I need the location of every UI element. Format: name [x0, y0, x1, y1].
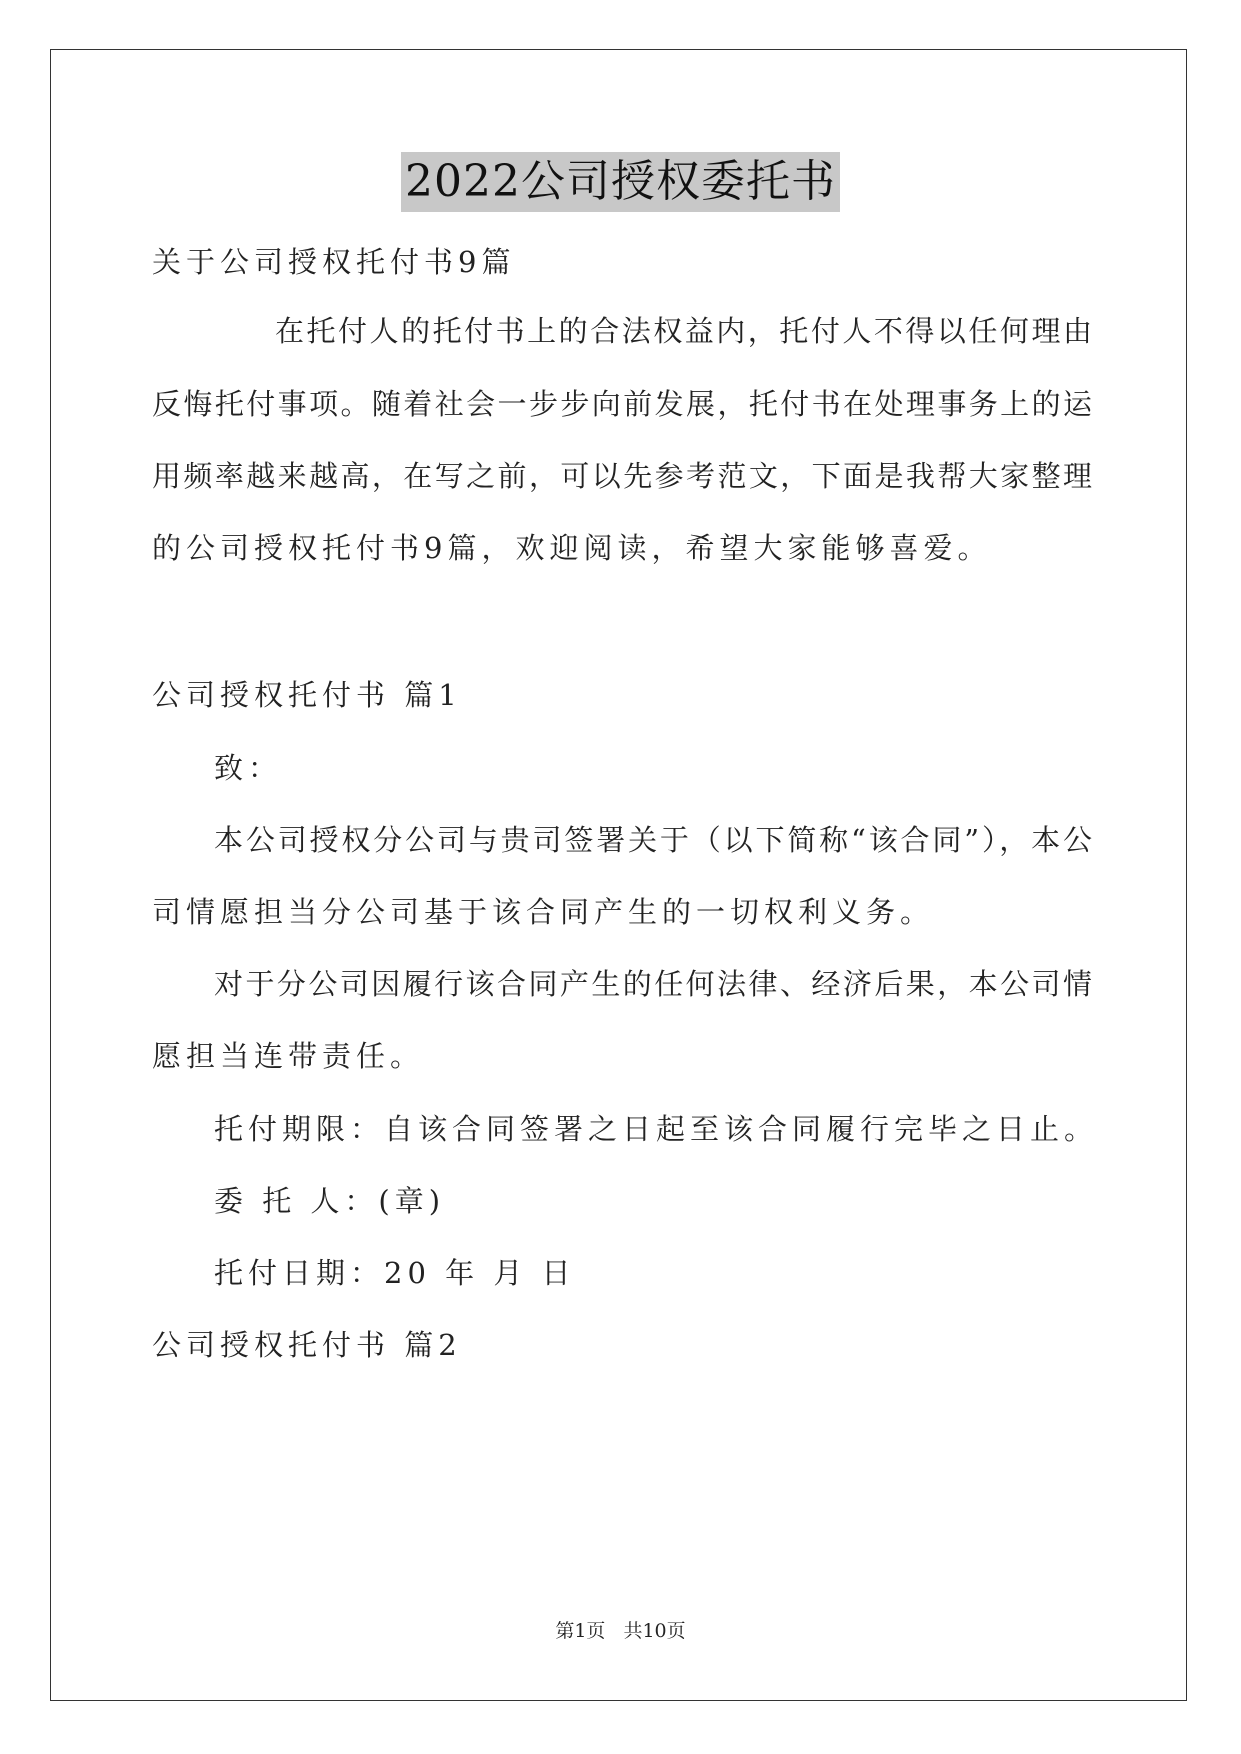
- title-container: [0, 152, 1241, 212]
- salutation: 致：: [214, 751, 283, 785]
- para1-line-1: 本公司授权分公司与贵司签署关于（以下简称“该合同”），本公: [214, 823, 1092, 857]
- para2-line-2: 愿担当连带责任。: [152, 1039, 425, 1073]
- page-border: [50, 49, 1187, 1701]
- page-current: 第1页: [555, 1620, 606, 1642]
- page-footer: [0, 1619, 1241, 1643]
- date-line: 托付日期：20 年 月 日: [214, 1256, 576, 1290]
- intro-line-1: 在托付人的托付书上的合法权益内，托付人不得以任何理由: [275, 314, 1092, 348]
- document-title: 2022公司授权委托书: [401, 152, 840, 212]
- principal-line: 委 托 人：(章): [214, 1184, 446, 1218]
- intro-line-4: 的公司授权托付书9篇，欢迎阅读，希望大家能够喜爱。: [152, 531, 992, 565]
- intro-line-2: 反悔托付事项。随着社会一步步向前发展，托付书在处理事务上的运: [152, 387, 1092, 421]
- intro-line-3: 用频率越来越高，在写之前，可以先参考范文，下面是我帮大家整理: [152, 459, 1092, 493]
- section-2-heading: 公司授权托付书 篇2: [152, 1328, 462, 1362]
- section-1-heading: 公司授权托付书 篇1: [152, 678, 462, 712]
- document-subtitle: 关于公司授权托付书9篇: [152, 245, 516, 279]
- para1-line-2: 司情愿担当分公司基于该合同产生的一切权利义务。: [152, 895, 935, 929]
- page-total: 共10页: [623, 1620, 686, 1642]
- term-line: 托付期限：自该合同签署之日起至该合同履行完毕之日止。: [214, 1112, 1099, 1146]
- para2-line-1: 对于分公司因履行该合同产生的任何法律、经济后果，本公司情: [214, 967, 1092, 1001]
